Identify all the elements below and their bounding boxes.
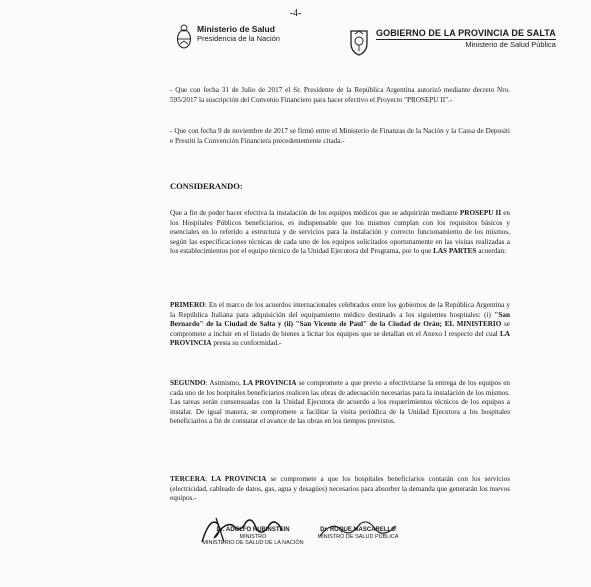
p3-program-name: PROSEPU II: [459, 209, 502, 217]
p6-text-d: se compromete a que los hospitales beneficiarios contarán con los servicios (electricidad, cableado de datos, gas, agua y desagües) necesarios para absorber la demanda que generarán los nuevos equipos.-: [170, 475, 510, 503]
p3-text-e: acuerdan:: [476, 247, 507, 256]
p3-parties: LAS PARTES: [433, 247, 477, 256]
page-number: -4-: [289, 8, 302, 19]
national-seal-icon: [176, 24, 192, 50]
p4-text-d: se compromete a incluir en el listado de bienes a licitar los equipos que se detallan en el Anexo I respecto del cual: [170, 320, 510, 338]
clause-segundo-title: SEGUNDO: [170, 379, 206, 387]
clause-primero-title: PRIMERO: [170, 301, 205, 309]
header-right: [348, 28, 556, 56]
p6-province: LA PROVINCIA: [211, 475, 267, 483]
presidency-name: Presidencia de la Nación: [197, 34, 280, 43]
p4-province: LA PROVINCIA: [170, 329, 510, 348]
signer-left-name: Dr. ADOLFO RUBINSTEIN: [216, 527, 290, 533]
paragraph-decree: - Que con fecha 31 de Julio de 2017 el Sr. Presidente de la República Argentina autorizó mediante decreto Nro. 595/2017 la suscripción del Convenio Financiero para hacer efectivo el Proyecto "PROSEPU II".-: [170, 86, 510, 104]
p4-text-f: presta su conformidad.-: [211, 339, 282, 348]
province-government-name: GOBIERNO DE LA PROVINCIA DE SALTA: [376, 28, 556, 38]
signer-left-title: MINISTRO: [239, 533, 267, 540]
province-shield-icon: [348, 28, 370, 56]
p3-text-c: en los Hospitales Públicos beneficiarios, es indispensable que los mismos cumplan con los requisitos básicos y esenciales en lo referido a estructura y de servicios para la instalación y correcto funcionamiento de los mismos, según las especificaciones técnicas de cada uno de los equipos solicitados oportunamente en las visitas realizadas a los establecimientos por el equipo técnico de la Unidad Ejecutora del Programa, por lo que: [170, 209, 510, 256]
p5-text-d: se compromete a que previo a efectivizarse la entrega de los equipos en cada uno de los hospitales beneficiarios realicen las obras de adecuación necesarias para la instalación de los mismos. Las tareas serán consensuadas con la Unidad Ejecutora de acuerdo a los requerimientos técnicos de los equipos a instalar. De igual manera, se compromete a facilitar la visita periódica de la Unidad Ejecutora a los hospitales beneficiarios a fin de constatar el avance de las obras en los tiempos previstos.: [170, 379, 510, 426]
clause-tercera-title: TERCERA: [170, 475, 206, 483]
province-ministry-name: Ministerio de Salud Pública: [465, 40, 556, 49]
p4-text-b: : En el marco de los acuerdos internacionales celebrados entre los gobiernos de la República Argentina y la República Italiana para adquisición del equipamiento médico destinado a los siguientes hospitales: (i): [170, 301, 510, 319]
signer-right-title: MINISTRO DE SALUD PÚBLICA: [317, 533, 399, 540]
p5-text-b: : Asimismo,: [205, 379, 244, 387]
clause-tercera: [170, 475, 510, 504]
p4-hospitals: "San Bernardo" de la Ciudad de Salta y (ii) "San Vicente de Paul" de la Ciudad de Orán; EL MINISTERIO: [170, 310, 510, 329]
clause-segundo: [170, 379, 510, 427]
p3-text-a: Que a fin de poder hacer efectiva la instalación de los equipos médicos que se adquirirán mediante: [170, 209, 460, 217]
ministry-name: Ministerio de Salud: [197, 24, 275, 34]
p6-text-b: :: [205, 475, 212, 483]
paragraph-considerando: [170, 209, 510, 257]
paragraph-convention: - Que con fecha 9 de noviembre de 2017 se firmó entre el Ministerio de Finanzas de la Nación y la Cassa de Depositi e Prestiti la Convención Financiera precedentemente citada.-: [170, 127, 510, 145]
heading-considerando: CONSIDERANDO:: [170, 181, 243, 191]
p5-province: LA PROVINCIA: [243, 379, 297, 387]
signer-right-name: Dr. ROQUE MASCARELLO: [320, 527, 396, 533]
signer-left-ministry: MINISTERIO DE SALUD DE LA NACIÓN: [202, 540, 304, 546]
clause-primero: [170, 301, 510, 349]
header-left: [176, 24, 280, 50]
signature-block-right: [298, 527, 418, 540]
